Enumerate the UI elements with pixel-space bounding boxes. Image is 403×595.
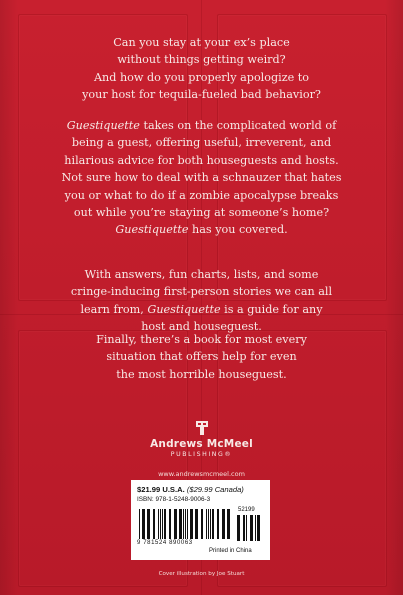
price-usa: $21.99 U.S.A. <box>137 485 185 494</box>
blurb-paragraph-3 <box>30 266 373 336</box>
barcode-bar <box>222 509 225 539</box>
publisher-name: Andrews McMeel <box>150 438 253 450</box>
barcode-bar <box>246 515 247 541</box>
barcode-bar <box>257 515 260 541</box>
book-title-italic: Guestiquette <box>147 302 221 316</box>
blurb-line: And how do you properly apologize to <box>93 70 310 84</box>
barcode-bar <box>210 509 211 539</box>
blurb-line: hilarious advice for both houseguests and hosts. <box>64 153 339 167</box>
barcode-bar <box>185 509 186 539</box>
barcode-bar <box>190 509 193 539</box>
barcode-bar <box>208 509 209 539</box>
barcode-bar <box>162 509 163 539</box>
barcode-bar <box>164 509 166 539</box>
barcode-bar <box>142 509 145 539</box>
blurb-line: host and houseguest. <box>141 320 262 334</box>
barcode-bar <box>206 509 207 539</box>
barcode-bar <box>139 509 140 539</box>
blurb-line: out while you’re staying at someone’s home? <box>73 206 330 220</box>
barcode-bar <box>158 509 159 539</box>
book-title-italic: Guestiquette <box>66 119 140 132</box>
publisher-logo-icon <box>195 420 209 436</box>
barcode-bar <box>187 509 188 539</box>
barcode-bar <box>183 509 184 539</box>
barcode-bar <box>237 515 240 541</box>
barcode-bar <box>201 509 203 539</box>
blurb-line: cringe-inducing first-person stories we can all <box>70 285 333 299</box>
barcode-bar <box>250 515 253 541</box>
blurb-line: has you covered. <box>188 223 288 237</box>
blurb-line: situation that offers help for even <box>106 350 297 364</box>
blurb-line: Not sure how to deal with a schnauzer that hates <box>61 171 342 185</box>
barcode-bar <box>212 509 214 539</box>
blurb-line: your host for tequila-fueled bad behavior? <box>82 88 321 102</box>
blurb-line: Finally, there’s a book for most every <box>96 333 307 346</box>
barcode-bar <box>147 509 150 539</box>
blurb-line: you or what to do if a zombie apocalypse breaks <box>64 188 339 202</box>
blurb-line: Can you stay at your ex’s place <box>113 36 290 49</box>
printed-in: Printed in China <box>209 548 252 554</box>
blurb-line: With answers, fun charts, lists, and some <box>84 268 319 281</box>
blurb-paragraph-2 <box>30 117 373 239</box>
barcode-bar <box>255 515 256 541</box>
blurb-paragraph-4 <box>30 331 373 383</box>
blurb-line: without things getting weird? <box>117 53 286 67</box>
book-title-italic: Guestiquette <box>115 223 189 237</box>
barcode-bar <box>160 509 161 539</box>
barcode-bar <box>179 509 182 539</box>
barcode-box <box>131 480 270 560</box>
barcode-addon-bars <box>237 515 263 541</box>
blurb-line: takes on the complicated world of <box>139 119 337 132</box>
barcode-bar <box>169 509 171 539</box>
barcode-bar <box>153 509 155 539</box>
price-canada: ($29.99 Canada) <box>186 485 244 494</box>
barcode-bar <box>174 509 177 539</box>
barcode-bar <box>195 509 198 539</box>
isbn: ISBN: 978-1-5248-9006-3 <box>137 496 211 503</box>
barcode-bar <box>227 509 230 539</box>
publisher-website: www.andrewsmcmeel.com <box>158 470 245 478</box>
blurb-line: is a guide for any <box>220 302 323 316</box>
blurb-paragraph-1 <box>30 34 373 104</box>
barcode-bar <box>243 515 245 541</box>
price <box>137 485 244 494</box>
blurb-line: being a guest, offering useful, irreverent, and <box>71 136 332 150</box>
blurb-line: learn from, <box>80 302 148 316</box>
barcode-addon-number: 52199 <box>238 507 255 513</box>
cover-credit: Cover illustration by Joe Stuart <box>158 571 245 577</box>
blurb-line: the most horrible houseguest. <box>116 367 287 381</box>
publisher-logo <box>0 420 403 458</box>
barcode-number: 9 781524 890063 <box>137 540 193 546</box>
barcode-bar <box>217 509 219 539</box>
barcode-bars <box>139 509 231 539</box>
publisher-sub: PUBLISHING® <box>170 451 233 458</box>
